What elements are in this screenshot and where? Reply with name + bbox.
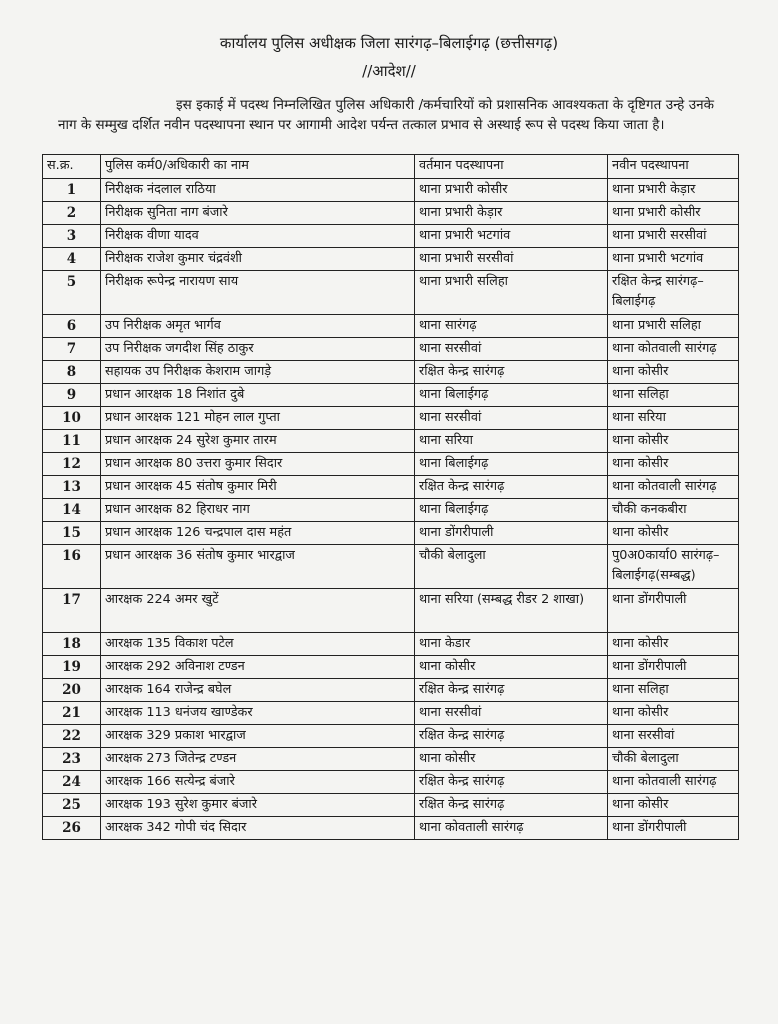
order-label: //आदेश// [362,62,416,80]
serial-cell: 2 [43,202,101,225]
table-row [43,179,739,202]
new-posting-cell: थाना प्रभारी कोसीर [608,202,739,225]
table-row [43,499,739,522]
name-cell: निरीक्षक वीणा यादव [101,225,415,248]
table-row [43,476,739,499]
table-row [43,656,739,679]
new-posting-cell: चौकी बेलादुला [608,748,739,771]
serial-cell: 22 [43,725,101,748]
header-name: पुलिस कर्म0/अधिकारी का नाम [101,155,415,179]
new-posting-cell: थाना कोसीर [608,430,739,453]
current-posting-cell: रक्षित केन्द्र सारंगढ़ [415,679,608,702]
table-row [43,384,739,407]
current-posting-cell: रक्षित केन्द्र सारंगढ़ [415,361,608,384]
table-row [43,225,739,248]
serial-cell: 8 [43,361,101,384]
header-serial: स.क्र. [43,155,101,179]
serial-cell: 9 [43,384,101,407]
serial-cell: 16 [43,545,101,589]
header-new-posting: नवीन पदस्थापना [608,155,739,179]
serial-cell: 1 [43,179,101,202]
new-posting-cell: थाना प्रभारी सरसीवां [608,225,739,248]
new-posting-cell: थाना डोंगरीपाली [608,817,739,840]
name-cell: प्रधान आरक्षक 121 मोहन लाल गुप्ता [101,407,415,430]
order-paragraph [58,95,714,135]
new-posting-cell: रक्षित केन्द्र सारंगढ़–बिलाईगढ़ [608,271,739,315]
new-posting-cell: थाना कोसीर [608,522,739,545]
name-cell: आरक्षक 164 राजेन्द्र बघेल [101,679,415,702]
order-paragraph-text: इस इकाई में पदस्थ निम्नलिखित पुलिस अधिकारी /कर्मचारियों को प्रशासनिक आवश्यकता के दृष्टिगत उन्हे उनके नाग के सम्मुख दर्शित नवीन पदस्थापना स्थान पर आगामी आदेश पर्यन्त तत्काल प्रभाव से अस्थाई रूप से पदस्थ किया जाता है। [58,97,714,133]
serial-cell: 17 [43,589,101,633]
name-cell: निरीक्षक रूपेन्द्र नारायण साय [101,271,415,315]
header-current-posting: वर्तमान पदस्थापना [415,155,608,179]
name-cell: आरक्षक 329 प्रकाश भारद्वाज [101,725,415,748]
serial-cell: 6 [43,315,101,338]
table-row [43,453,739,476]
name-cell: निरीक्षक नंदलाल राठिया [101,179,415,202]
name-cell: प्रधान आरक्षक 24 सुरेश कुमार तारम [101,430,415,453]
table-row [43,430,739,453]
new-posting-cell: थाना प्रभारी सलिहा [608,315,739,338]
name-cell: आरक्षक 166 सत्येन्द्र बंजारे [101,771,415,794]
name-cell: आरक्षक 292 अविनाश टण्डन [101,656,415,679]
name-cell: निरीक्षक सुनिता नाग बंजारे [101,202,415,225]
table-row [43,702,739,725]
current-posting-cell: रक्षित केन्द्र सारंगढ़ [415,771,608,794]
current-posting-cell: थाना प्रभारी सरसीवां [415,248,608,271]
current-posting-cell: थाना कोसीर [415,656,608,679]
table-row [43,771,739,794]
table-row [43,633,739,656]
serial-cell: 13 [43,476,101,499]
name-cell: निरीक्षक राजेश कुमार चंद्रवंशी [101,248,415,271]
current-posting-cell: थाना प्रभारी केड़ार [415,202,608,225]
new-posting-cell: थाना सलिहा [608,384,739,407]
current-posting-cell: थाना सारंगढ़ [415,315,608,338]
current-posting-cell: थाना सरसीवां [415,338,608,361]
table-row [43,407,739,430]
name-cell: प्रधान आरक्षक 45 संतोष कुमार मिरी [101,476,415,499]
table-row [43,589,739,633]
current-posting-cell: रक्षित केन्द्र सारंगढ़ [415,476,608,499]
table-row [43,545,739,589]
table-row [43,725,739,748]
current-posting-cell: थाना डोंगरीपाली [415,522,608,545]
serial-cell: 7 [43,338,101,361]
current-posting-cell: थाना कोवताली सारंगढ़ [415,817,608,840]
current-posting-cell: थाना सरिया [415,430,608,453]
table-row [43,315,739,338]
table-row [43,748,739,771]
new-posting-cell: चौकी कनकबीरा [608,499,739,522]
table-row [43,679,739,702]
current-posting-cell: थाना बिलाईगढ़ [415,499,608,522]
current-posting-cell: थाना प्रभारी भटगांव [415,225,608,248]
current-posting-cell: थाना बिलाईगढ़ [415,384,608,407]
new-posting-cell: थाना सलिहा [608,679,739,702]
new-posting-cell: थाना कोसीर [608,633,739,656]
new-posting-cell: थाना कोतवाली सारंगढ़ [608,771,739,794]
serial-cell: 18 [43,633,101,656]
serial-cell: 26 [43,817,101,840]
current-posting-cell: थाना सरिया (सम्बद्ध रीडर 2 शाखा) [415,589,608,633]
name-cell: प्रधान आरक्षक 36 संतोष कुमार भारद्वाज [101,545,415,589]
current-posting-cell: थाना कोसीर [415,748,608,771]
transfer-table [42,154,739,840]
serial-cell: 25 [43,794,101,817]
office-title: कार्यालय पुलिस अधीक्षक जिला सारंगढ़–बिलाईगढ़ (छत्तीसगढ़) [219,34,559,52]
serial-cell: 23 [43,748,101,771]
serial-cell: 15 [43,522,101,545]
name-cell: आरक्षक 224 अमर खुटें [101,589,415,633]
table-row [43,248,739,271]
serial-cell: 12 [43,453,101,476]
table-row [43,271,739,315]
table-row [43,202,739,225]
new-posting-cell: थाना डोंगरीपाली [608,656,739,679]
name-cell: आरक्षक 113 धनंजय खाण्डेकर [101,702,415,725]
current-posting-cell: थाना बिलाईगढ़ [415,453,608,476]
new-posting-cell: थाना कोतवाली सारंगढ़ [608,338,739,361]
new-posting-cell: थाना कोतवाली सारंगढ़ [608,476,739,499]
serial-cell: 19 [43,656,101,679]
serial-cell: 5 [43,271,101,315]
name-cell: प्रधान आरक्षक 80 उत्तरा कुमार सिदार [101,453,415,476]
name-cell: आरक्षक 193 सुरेश कुमार बंजारे [101,794,415,817]
serial-cell: 3 [43,225,101,248]
table-row [43,522,739,545]
current-posting-cell: रक्षित केन्द्र सारंगढ़ [415,794,608,817]
table-row [43,817,739,840]
new-posting-cell: थाना कोसीर [608,702,739,725]
current-posting-cell: थाना केडार [415,633,608,656]
table-row [43,361,739,384]
serial-cell: 24 [43,771,101,794]
new-posting-cell: थाना सरसीवां [608,725,739,748]
table-row [43,794,739,817]
name-cell: उप निरीक्षक अमृत भार्गव [101,315,415,338]
name-cell: आरक्षक 273 जितेन्द्र टण्डन [101,748,415,771]
new-posting-cell: थाना प्रभारी केड़ार [608,179,739,202]
current-posting-cell: थाना प्रभारी सलिहा [415,271,608,315]
serial-cell: 4 [43,248,101,271]
name-cell: उप निरीक्षक जगदीश सिंह ठाकुर [101,338,415,361]
new-posting-cell: थाना कोसीर [608,453,739,476]
serial-cell: 21 [43,702,101,725]
current-posting-cell: रक्षित केन्द्र सारंगढ़ [415,725,608,748]
name-cell: प्रधान आरक्षक 18 निशांत दुबे [101,384,415,407]
name-cell: प्रधान आरक्षक 82 हिराधर नाग [101,499,415,522]
current-posting-cell: थाना सरसीवां [415,407,608,430]
table-header-row [43,155,739,179]
new-posting-cell: पु0अ0कार्या0 सारंगढ़–बिलाईगढ़(सम्बद्ध) [608,545,739,589]
current-posting-cell: चौकी बेलादुला [415,545,608,589]
new-posting-cell: थाना कोसीर [608,794,739,817]
serial-cell: 14 [43,499,101,522]
current-posting-cell: थाना सरसीवां [415,702,608,725]
serial-cell: 11 [43,430,101,453]
new-posting-cell: थाना सरिया [608,407,739,430]
name-cell: आरक्षक 135 विकाश पटेल [101,633,415,656]
new-posting-cell: थाना प्रभारी भटगांव [608,248,739,271]
serial-cell: 20 [43,679,101,702]
table-row [43,338,739,361]
name-cell: सहायक उप निरीक्षक केशराम जागड़े [101,361,415,384]
new-posting-cell: थाना कोसीर [608,361,739,384]
new-posting-cell: थाना डोंगरीपाली [608,589,739,633]
name-cell: प्रधान आरक्षक 126 चन्द्रपाल दास महंत [101,522,415,545]
serial-cell: 10 [43,407,101,430]
name-cell: आरक्षक 342 गोपी चंद सिदार [101,817,415,840]
current-posting-cell: थाना प्रभारी कोसीर [415,179,608,202]
